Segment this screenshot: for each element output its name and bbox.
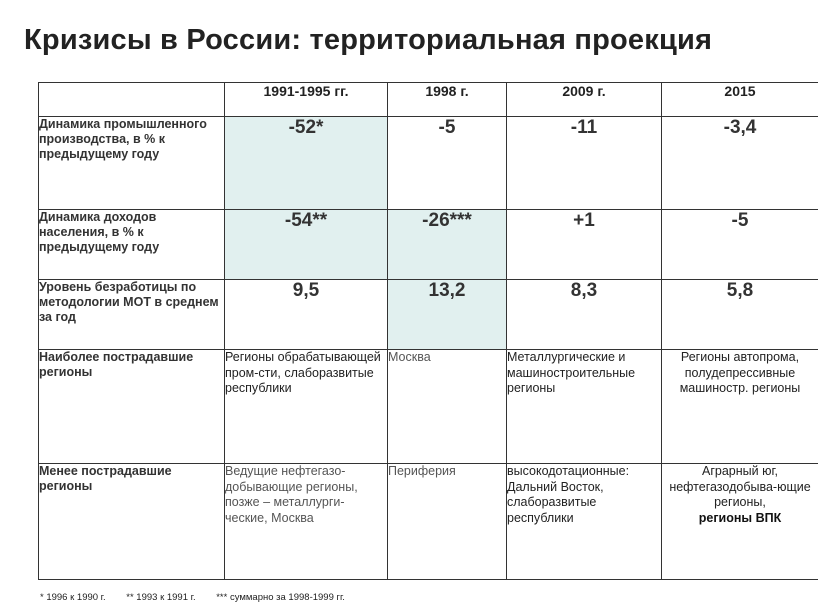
header-cell: 1998 г.: [388, 83, 507, 117]
row-label: Уровень безработицы по методологии МОТ в среднем за год: [39, 280, 225, 350]
page-title: Кризисы в России: территориальная проекция: [24, 24, 713, 56]
value-cell: 9,5: [225, 280, 388, 350]
table-header-row: [39, 83, 818, 117]
value-cell: -26***: [388, 210, 507, 280]
text-cell: Металлургические и машиностроительные регионы: [507, 350, 662, 464]
row-label: Динамика доходов населения, в % к предыдущему году: [39, 210, 225, 280]
table-row: [39, 210, 818, 280]
text-cell: Регионы автопрома, полудепрессивные машиностр. регионы: [662, 350, 818, 464]
header-cell: 1991-1995 гг.: [225, 83, 388, 117]
value-cell: 8,3: [507, 280, 662, 350]
table-row: [39, 280, 818, 350]
text-cell-mixed: [662, 464, 818, 580]
row-label: Динамика промышленного производства, в % к предыдущему году: [39, 117, 225, 210]
value-cell: -54**: [225, 210, 388, 280]
footnote-item: *** суммарно за 1998-1999 гг.: [216, 592, 345, 603]
value-cell: -5: [388, 117, 507, 210]
table-row: [39, 464, 818, 580]
text-cell: Периферия: [388, 464, 507, 580]
text-cell: Ведущие нефтегазо-добывающие регионы, позже – металлурги-ческие, Москва: [225, 464, 388, 580]
value-cell: 5,8: [662, 280, 818, 350]
value-cell: +1: [507, 210, 662, 280]
text-cell: высокодотационные: Дальний Восток, слаборазвитые республики: [507, 464, 662, 580]
footnote-item: * 1996 к 1990 г.: [40, 592, 106, 603]
header-cell: 2009 г.: [507, 83, 662, 117]
value-cell: -52*: [225, 117, 388, 210]
value-cell: -5: [662, 210, 818, 280]
header-cell-empty: [39, 83, 225, 117]
value-cell: -11: [507, 117, 662, 210]
value-cell: 13,2: [388, 280, 507, 350]
text-cell: Москва: [388, 350, 507, 464]
footnotes: [40, 592, 363, 603]
header-cell: 2015: [662, 83, 818, 117]
table-row: [39, 117, 818, 210]
footnote-item: ** 1993 к 1991 г.: [126, 592, 196, 603]
row-label: Менее пострадавшие регионы: [39, 464, 225, 580]
row-label: Наиболее пострадавшие регионы: [39, 350, 225, 464]
table-row: [39, 350, 818, 464]
text-cell-strong: регионы ВПК: [698, 510, 782, 525]
crisis-table: [38, 82, 818, 580]
text-cell: Регионы обрабатывающей пром-сти, слаборазвитые республики: [225, 350, 388, 464]
value-cell: -3,4: [662, 117, 818, 210]
text-cell-part: Аграрный юг, нефтегазодобыва-ющие регионы,: [669, 464, 811, 509]
